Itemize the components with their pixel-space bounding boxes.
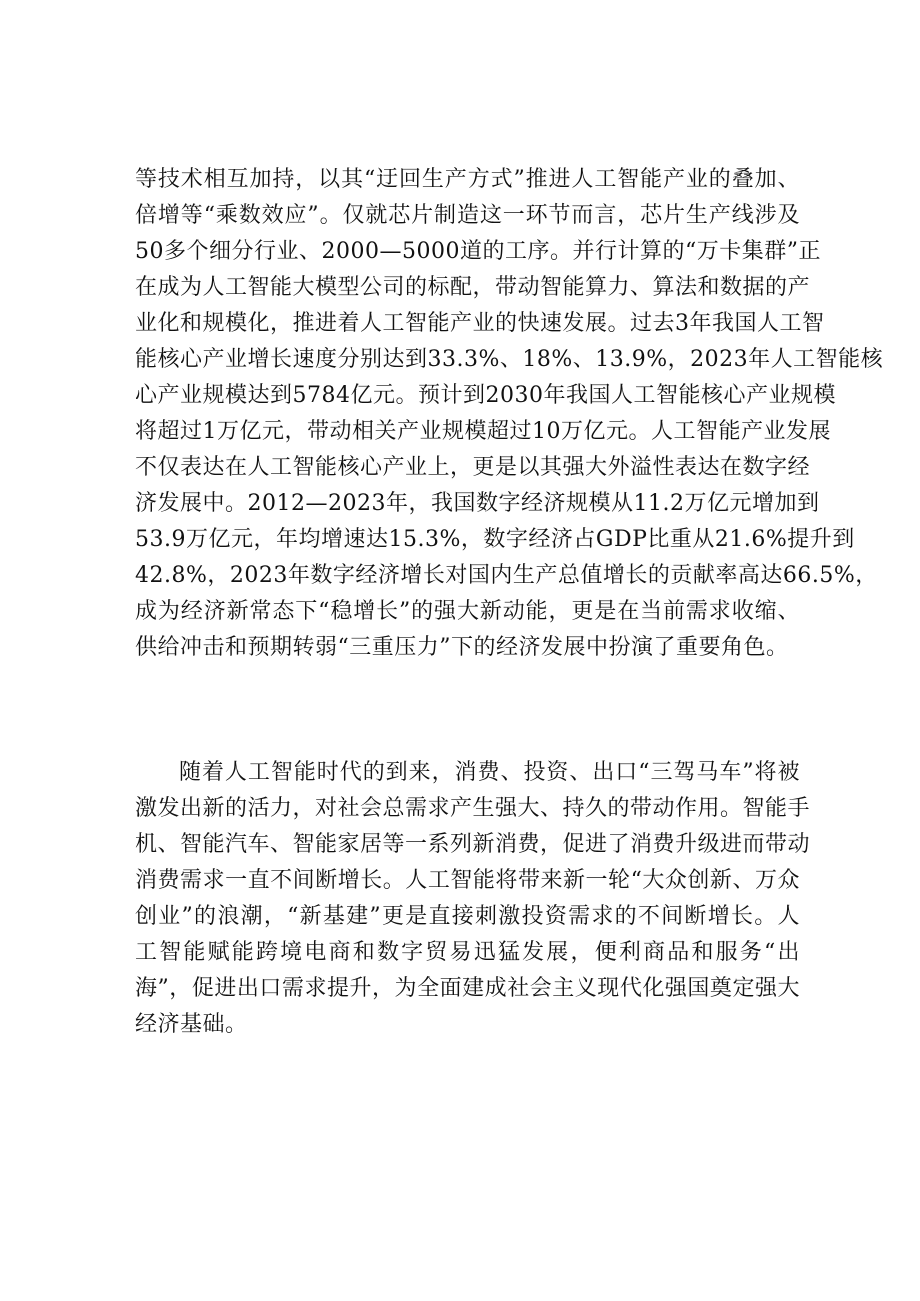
text-line-first: 随着人工智能时代的到来，消费、投资、出口“三驾马车”将被 [179,760,800,785]
text-line: 将超过1万亿元，带动相关产业规模超过10万亿元。人工智能产业发展 [135,419,831,444]
text-line: 成为经济新常态下“稳增长”的强大新动能，更是在当前需求收缩、 [135,599,800,624]
text-line: 创业”的浪潮，“新基建”更是直接刺激投资需求的不间断增长。人 [135,904,800,929]
text-line: 42.8%，2023年数字经济增长对国内生产总值增长的贡献率高达66.5%， [135,563,878,588]
paragraph-ai-industry-growth [135,162,884,666]
text-line: 经济基础。 [135,1012,248,1037]
text-line: 供给冲击和预期转弱“三重压力”下的经济发展中扮演了重要角色。 [135,635,789,660]
paragraph-three-drivers [135,755,811,1043]
text-line: 53.9万亿元，年均增速达15.3%，数字经济占GDP比重从21.6%提升到 [135,527,855,552]
text-line: 业化和规模化，推进着人工智能产业的快速发展。过去3年我国人工智 [135,311,825,336]
text-line: 工智能赋能跨境电商和数字贸易迅猛发展，便利商品和服务“出 [135,940,800,965]
text-line: 能核心产业增长速度分别达到33.3%、18%、13.9%，2023年人工智能核 [135,347,884,372]
text-line: 海”，促进出口需求提升，为全面建成社会主义现代化强国奠定强大 [135,976,800,1001]
text-line: 心产业规模达到5784亿元。预计到2030年我国人工智能核心产业规模 [135,383,836,408]
text-line: 倍增等“乘数效应”。仅就芯片制造这一环节而言，芯片生产线涉及 [135,203,800,228]
text-line: 消费需求一直不间断增长。人工智能将带来新一轮“大众创新、万众 [135,868,800,893]
text-line: 不仅表达在人工智能核心产业上，更是以其强大外溢性表达在数字经 [135,455,811,480]
text-line: 济发展中。2012—2023年，我国数字经济规模从11.2万亿元增加到 [135,491,820,516]
text-line: 机、智能汽车、智能家居等一系列新消费，促进了消费升级进而带动 [135,832,811,857]
text-line: 激发出新的活力，对社会总需求产生强大、持久的带动作用。智能手 [135,796,811,821]
text-line: 50多个细分行业、2000—5000道的工序。并行计算的“万卡集群”正 [135,239,821,264]
text-line: 在成为人工智能大模型公司的标配，带动智能算力、算法和数据的产 [135,275,811,300]
text-line: 等技术相互加持，以其“迂回生产方式”推进人工智能产业的叠加、 [135,167,800,192]
